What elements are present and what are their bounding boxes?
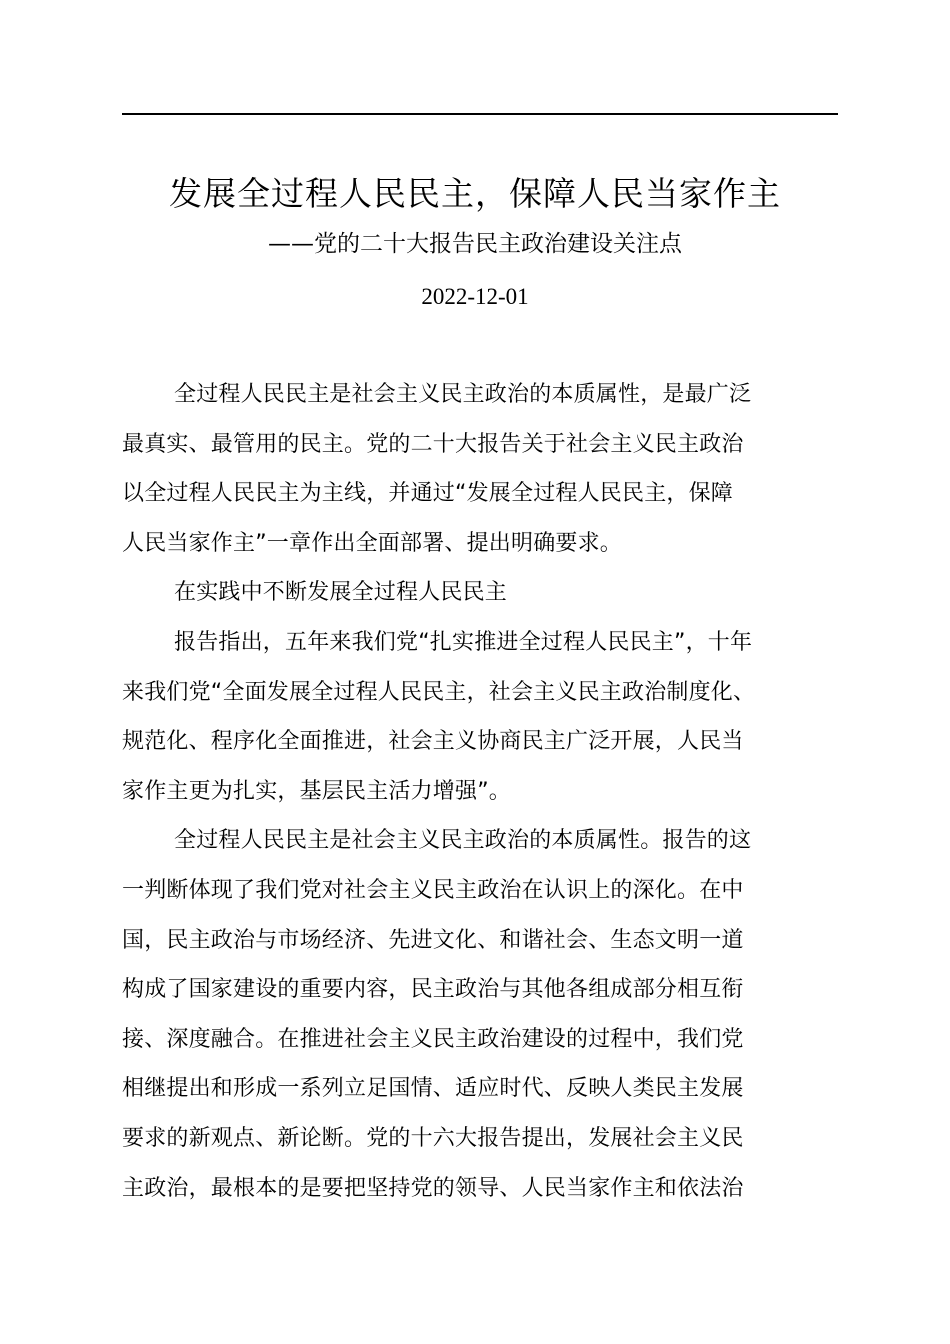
paragraph-line: 相继提出和形成一系列立足国情、适应时代、反映人类民主发展 — [122, 1076, 744, 1102]
paragraph-line: 报告指出，五年来我们党“扎实推进全过程人民民主”，十年 — [174, 629, 753, 655]
paragraph-line: 主政治，最根本的是要把坚持党的领导、人民当家作主和依法治 — [122, 1175, 744, 1201]
paragraph-line: 全过程人民民主是社会主义民主政治的本质属性，是最广泛 — [174, 382, 752, 407]
paragraph-line: 一判断体现了我们党对社会主义民主政治在认识上的深化。在中 — [122, 877, 744, 903]
paragraph-line: 家作主更为扎实，基层民主活力增强”。 — [122, 778, 511, 804]
document-title: 发展全过程人民民主，保障人民当家作主 — [169, 174, 781, 213]
paragraph-line: 要求的新观点、新论断。党的十六大报告提出，发展社会主义民 — [122, 1125, 744, 1151]
document-body — [122, 370, 838, 1213]
document-date: 2022-12-01 — [421, 284, 529, 309]
document-subtitle: ——党的二十大报告民主政治建设关注点 — [268, 231, 682, 257]
paragraph-line: 规范化、程序化全面推进，社会主义协商民主广泛开展，人民当 — [122, 729, 744, 755]
paragraph-line: 全过程人民民主是社会主义民主政治的本质属性。报告的这 — [174, 828, 752, 854]
paragraph-line: 接、深度融合。在推进社会主义民主政治建设的过程中，我们党 — [122, 1026, 744, 1052]
paragraph-line: 国，民主政治与市场经济、先进文化、和谐社会、生态文明一道 — [122, 927, 744, 953]
paragraph-line: 构成了国家建设的重要内容，民主政治与其他各组成部分相互衔 — [122, 977, 744, 1003]
paragraph-line: 人民当家作主”一章作出全面部署、提出明确要求。 — [122, 530, 622, 556]
paragraph-line: 来我们党“全面发展全过程人民民主，社会主义民主政治制度化、 — [122, 679, 756, 705]
header-rule — [122, 113, 838, 115]
paragraph-line: 以全过程人民民主为主线，并通过“发展全过程人民民主，保障 — [122, 481, 733, 507]
section-heading: 在实践中不断发展全过程人民民主 — [174, 580, 508, 606]
paragraph-line: 最真实、最管用的民主。党的二十大报告关于社会主义民主政治 — [122, 431, 744, 457]
